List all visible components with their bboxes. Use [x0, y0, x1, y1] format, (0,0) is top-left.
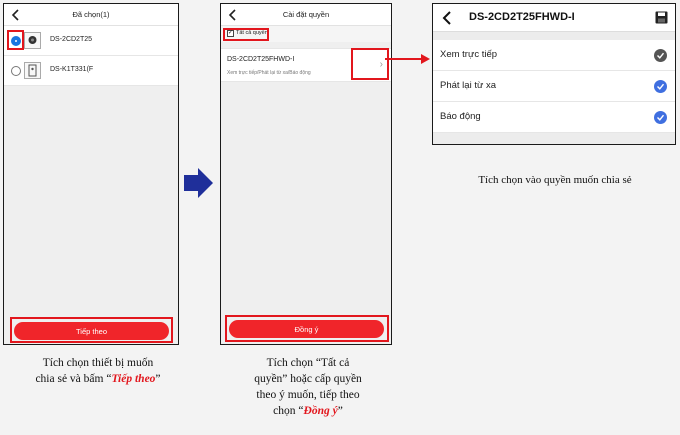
caption-text: chia sẻ và bấm “ — [35, 373, 112, 385]
device-name: DS-2CD2T25FHWD-I — [227, 56, 295, 63]
next-button[interactable]: Tiếp theo — [14, 322, 169, 340]
empty-area — [433, 133, 675, 144]
permission-summary: Xem trực tiếp/Phát lại từ xa/Báo động — [227, 70, 311, 76]
caption-text: chọn “ — [273, 405, 304, 417]
screen-title: DS-2CD2T25FHWD-I — [469, 11, 575, 23]
detail-pointer-arrow-icon — [385, 52, 431, 66]
permission-settings-screen — [220, 3, 392, 345]
step3-caption: Tích chọn vào quyền muốn chia sẻ — [478, 174, 632, 186]
caption-line: Tích chọn thiết bị muốn — [42, 357, 154, 369]
back-arrow-icon[interactable] — [227, 8, 239, 22]
permission-label: Phát lại từ xa — [440, 80, 496, 91]
checkbox-checked-icon[interactable]: ✓ — [228, 30, 234, 36]
header-bar — [433, 4, 675, 32]
caption-text: ” — [337, 405, 343, 417]
permission-row-alarm[interactable] — [433, 102, 675, 133]
radio-unselected[interactable] — [11, 66, 21, 76]
chevron-right-icon[interactable]: › — [379, 59, 383, 70]
section-divider — [433, 32, 675, 40]
radio-selected[interactable] — [11, 36, 21, 46]
header-bar — [4, 4, 178, 26]
save-icon[interactable] — [655, 11, 668, 24]
header-bar — [221, 4, 391, 26]
step1-caption — [8, 355, 188, 387]
device-name: DS-K1T331(F — [50, 66, 94, 73]
back-arrow-icon[interactable] — [10, 8, 22, 22]
permission-row-live-view[interactable] — [433, 40, 675, 71]
check-circle-icon[interactable] — [654, 49, 667, 62]
caption-line — [224, 403, 392, 419]
caption-emphasis: Tiếp theo — [111, 373, 156, 385]
select-all-row[interactable] — [221, 26, 391, 42]
agree-button[interactable]: Đồng ý — [229, 320, 384, 338]
device-selection-screen — [3, 3, 179, 345]
caption-emphasis: Đồng ý — [303, 405, 338, 417]
device-name: DS-2CD2T25 — [50, 36, 93, 43]
check-circle-icon[interactable] — [654, 80, 667, 93]
permission-label: Xem trực tiếp — [440, 49, 498, 60]
select-all-label: Tất cả quyền — [236, 30, 268, 36]
step2-caption — [224, 355, 392, 419]
back-arrow-icon[interactable] — [440, 10, 454, 26]
device-row[interactable] — [4, 56, 178, 86]
device-permission-row[interactable] — [221, 48, 391, 82]
camera-icon — [24, 32, 41, 49]
device-list — [4, 26, 178, 344]
caption-text: ” — [155, 373, 161, 385]
caption-line: theo ý muốn, tiếp theo — [256, 389, 360, 401]
caption-line: quyền” hoặc cấp quyền — [254, 373, 362, 385]
device-row[interactable] — [4, 26, 178, 56]
permission-label: Báo động — [440, 111, 481, 122]
access-terminal-icon — [24, 62, 41, 79]
device-permission-detail-screen — [432, 3, 676, 145]
screen-title: Cài đặt quyền — [282, 10, 330, 19]
screen-title: Đã chọn(1) — [72, 10, 110, 19]
check-circle-icon[interactable] — [654, 111, 667, 124]
caption-line — [8, 371, 188, 387]
permission-row-remote-playback[interactable] — [433, 71, 675, 102]
caption-line: Tích chọn “Tất cả — [266, 357, 350, 369]
next-step-arrow-icon — [182, 167, 214, 199]
